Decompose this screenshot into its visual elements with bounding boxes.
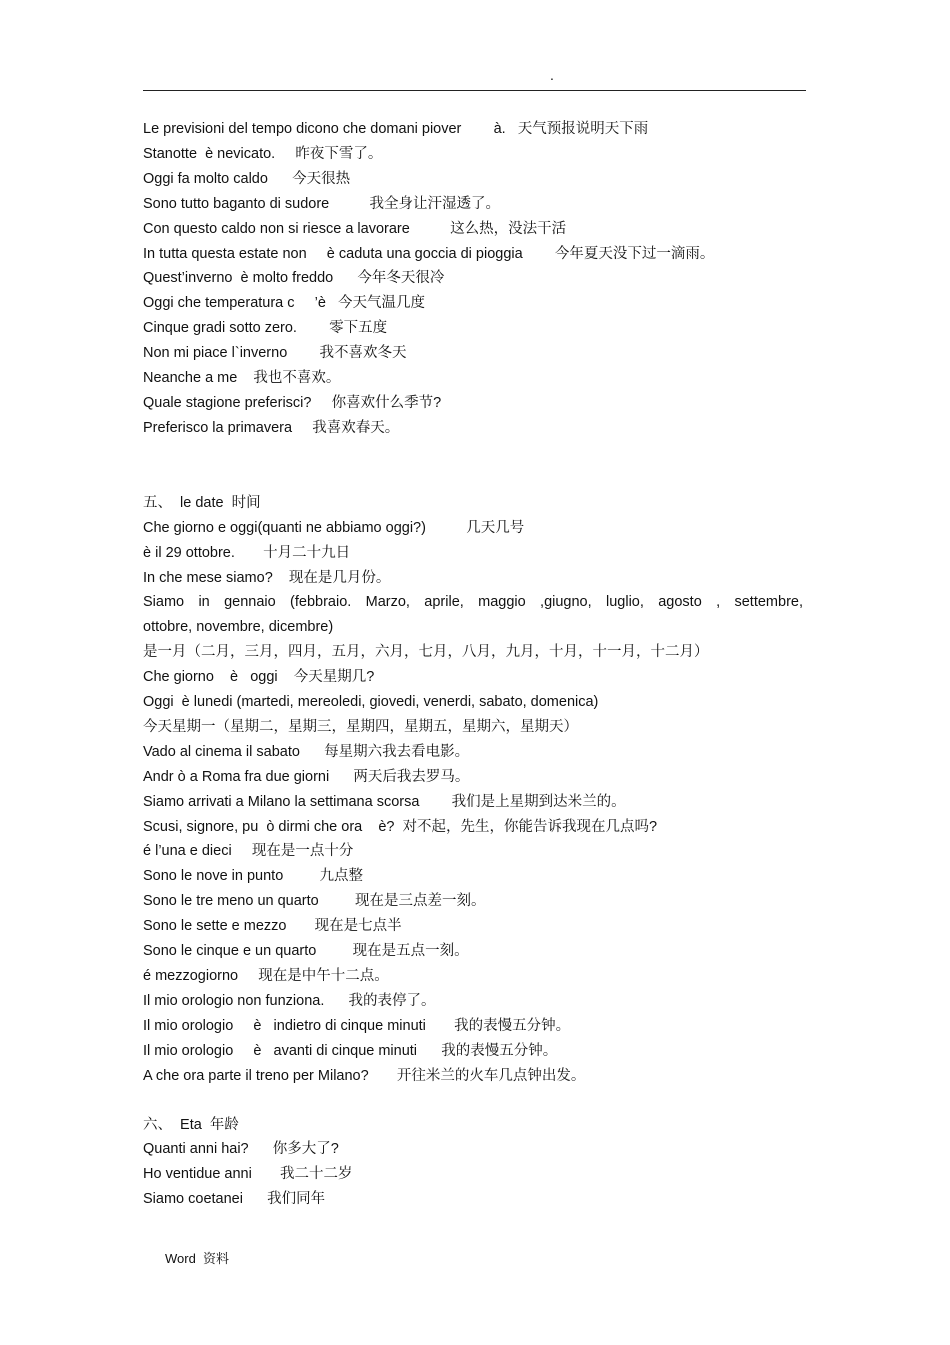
text-line: Che giorno e oggi(quanti ne abbiamo oggi?) 几天几号 — [143, 519, 525, 536]
text-line: Il mio orologio è indietro di cinque minuti 我的表慢五分钟。 — [143, 1017, 571, 1034]
section-spacer — [143, 1089, 803, 1113]
section-heading-dates: 五、 le date 时间 — [143, 494, 261, 511]
text-line: Preferisco la primavera 我喜欢春天。 — [143, 419, 400, 436]
text-line: A che ora parte il treno per Milano? 开往米兰的火车几点钟出发。 — [143, 1067, 586, 1084]
text-line: Le previsioni del tempo dicono che domani piover à. 天气预报说明天下雨 — [143, 121, 649, 137]
text-line: Oggi che temperatura c ’è 今天气温几度 — [143, 295, 426, 312]
header-dot: . — [550, 67, 554, 83]
text-line: Non mi piace l`inverno 我不喜欢冬天 — [143, 345, 407, 362]
text-line: Cinque gradi sotto zero. 零下五度 — [143, 320, 388, 337]
months-line-italian: Siamo in gennaio (febbraio. Marzo, aprile, maggio ,giugno, luglio, agosto , settembre, — [143, 594, 803, 611]
text-line: Siamo arrivati a Milano la settimana scorsa 我们是上星期到达米兰的。 — [143, 793, 626, 810]
text-line: Sono le cinque e un quarto 现在是五点一刻。 — [143, 943, 469, 960]
weather-section — [143, 117, 803, 441]
text-line: Con questo caldo non si riesce a lavorare 这么热，没法干活 — [143, 220, 567, 237]
header-rule — [143, 90, 806, 91]
text-line: Stanotte è nevicato. 昨夜下雪了。 — [143, 145, 383, 162]
text-line: Che giorno è oggi 今天星期几? — [143, 669, 375, 686]
text-line: Quale stagione preferisci? 你喜欢什么季节? — [143, 394, 442, 411]
document-body — [143, 117, 803, 1212]
text-line: Andr ò a Roma fra due giorni 两天后我去罗马。 — [143, 768, 470, 785]
text-line: Siamo coetanei 我们同年 — [143, 1191, 326, 1208]
dates-section — [143, 491, 803, 1089]
text-line: 今天星期一（星期二，星期三，星期四，星期五，星期六，星期天） — [143, 718, 578, 735]
text-line: Ho ventidue anni 我二十二岁 — [143, 1166, 353, 1183]
age-section — [143, 1113, 803, 1213]
section-spacer — [143, 441, 803, 491]
text-line: Il mio orologio è avanti di cinque minuti 我的表慢五分钟。 — [143, 1042, 558, 1059]
text-line: 是一月（二月，三月，四月，五月，六月，七月，八月，九月，十月，十一月，十二月） — [143, 644, 709, 661]
page-footer: Word 资料 — [165, 1251, 230, 1266]
text-line: Oggi fa molto caldo 今天很热 — [143, 170, 351, 187]
text-line: Sono tutto baganto di sudore 我全身让汗湿透了。 — [143, 195, 501, 212]
text-line: Vado al cinema il sabato 每星期六我去看电影。 — [143, 743, 470, 760]
text-line: Il mio orologio non funziona. 我的表停了。 — [143, 992, 436, 1009]
text-line: é mezzogiorno 现在是中午十二点。 — [143, 968, 389, 984]
text-line: Quest’inverno è molto freddo 今年冬天很冷 — [143, 270, 445, 287]
text-line: Neanche a me 我也不喜欢。 — [143, 370, 341, 387]
text-line: Quanti anni hai? 你多大了? — [143, 1141, 339, 1158]
text-line: è il 29 ottobre. 十月二十九日 — [143, 544, 351, 561]
section-heading-age: 六、 Eta 年龄 — [143, 1116, 239, 1133]
months-line-italian-continued: ottobre, novembre, dicembre) — [143, 619, 334, 636]
text-line: Oggi è lunedi (martedi, mereoledi, giovedi, venerdi, sabato, domenica) — [143, 694, 599, 711]
text-line: In che mese siamo? 现在是几月份。 — [143, 569, 391, 586]
text-line: Sono le sette e mezzo 现在是七点半 — [143, 918, 402, 935]
text-line: Sono le tre meno un quarto 现在是三点差一刻。 — [143, 893, 486, 910]
text-line: Sono le nove in punto 九点整 — [143, 868, 364, 885]
text-line: In tutta questa estate non è caduta una goccia di pioggia 今年夏天没下过一滴雨。 — [143, 245, 715, 262]
text-line: é l’una e dieci 现在是一点十分 — [143, 843, 354, 860]
text-line: Scusi, signore, pu ò dirmi che ora è? 对不起，先生，你能告诉我现在几点吗? — [143, 818, 658, 835]
